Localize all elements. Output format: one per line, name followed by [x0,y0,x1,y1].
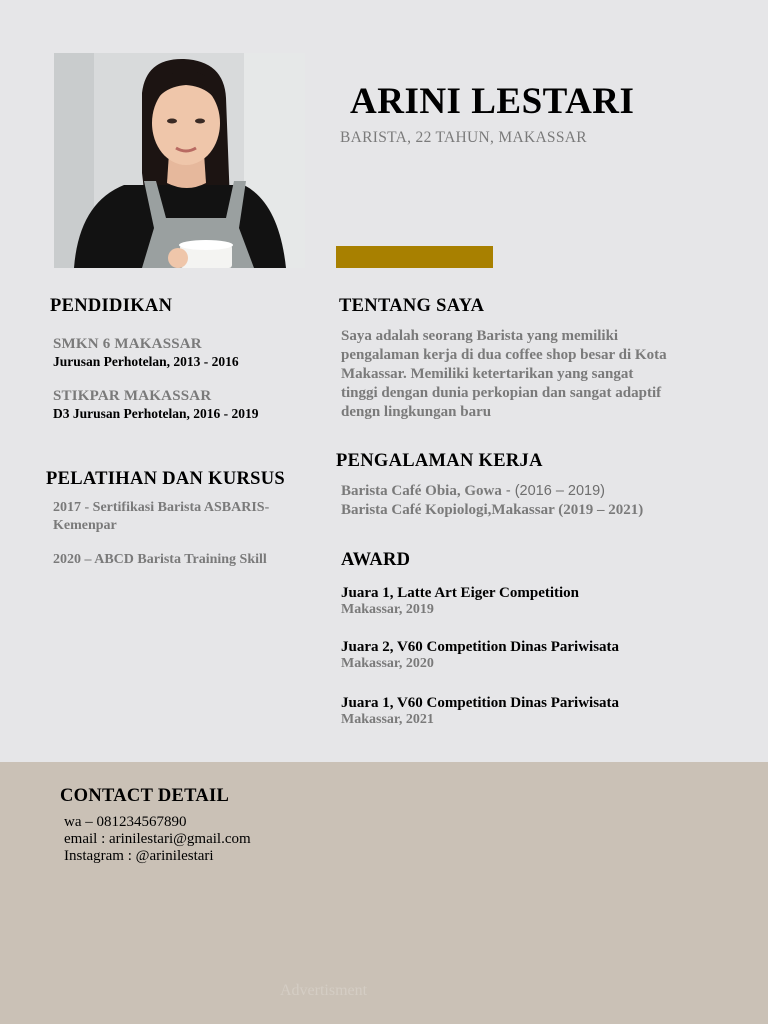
work-place: Barista Café Obia, Gowa [341,483,502,499]
work-item [341,482,661,501]
award-name: Juara 1, V60 Competition Dinas Pariwisata [341,695,620,711]
work-sep: - [501,483,515,499]
watermark: Advertisment [280,982,368,999]
award-title: AWARD [341,550,411,570]
work-item: Barista Café Kopiologi,Makassar (2019 – 2021) [341,502,644,518]
contact-wa: wa – 081234567890 [64,814,187,830]
award-item [341,695,619,728]
award-place: Makassar, 2021 [341,712,434,727]
person-name: ARINI LESTARI [350,81,635,122]
award-name: Juara 1, Latte Art Eiger Competition [341,585,580,601]
training-title: PELATIHAN DAN KURSUS [46,469,285,489]
about-text: Saya adalah seorang Barista yang memiliki pengalaman kerja di dua coffee shop besar di Kota Makassar. Memiliki ketertarikan yang sangat tinggi dengan dunia perkopian dan sangat adaptif dengn lingkungan baru [341,328,667,420]
education-detail: Jurusan Perhotelan, 2013 - 2016 [53,354,239,369]
award-item [341,585,579,618]
education-title: PENDIDIKAN [50,296,173,316]
work-years: (2016 – 2019) [514,483,606,499]
work-title: PENGALAMAN KERJA [336,451,543,471]
work-list [341,482,661,520]
education-school: STIKPAR MAKASSAR [53,388,212,404]
award-name: Juara 2, V60 Competition Dinas Pariwisata [341,639,620,655]
about-title: TENTANG SAYA [339,296,485,316]
contact-title: CONTACT DETAIL [60,786,230,806]
accent-bar [336,246,493,268]
training-item: 2020 – ABCD Barista Training Skill [53,552,267,567]
person-subtitle: BARISTA, 22 TAHUN, MAKASSAR [340,129,587,146]
contact-instagram: Instagram : @arinilestari [64,848,214,864]
education-school: SMKN 6 MAKASSAR [53,336,202,352]
contact-email: email : arinilestari@gmail.com [64,831,251,847]
award-place: Makassar, 2020 [341,656,434,671]
award-item [341,639,619,672]
training-item: 2017 - Sertifikasi Barista ASBARIS-Kemenpar [53,500,270,533]
profile-photo [54,53,305,268]
education-detail: D3 Jurusan Perhotelan, 2016 - 2019 [53,406,259,421]
award-place: Makassar, 2019 [341,602,434,617]
contact-lines [64,814,251,865]
